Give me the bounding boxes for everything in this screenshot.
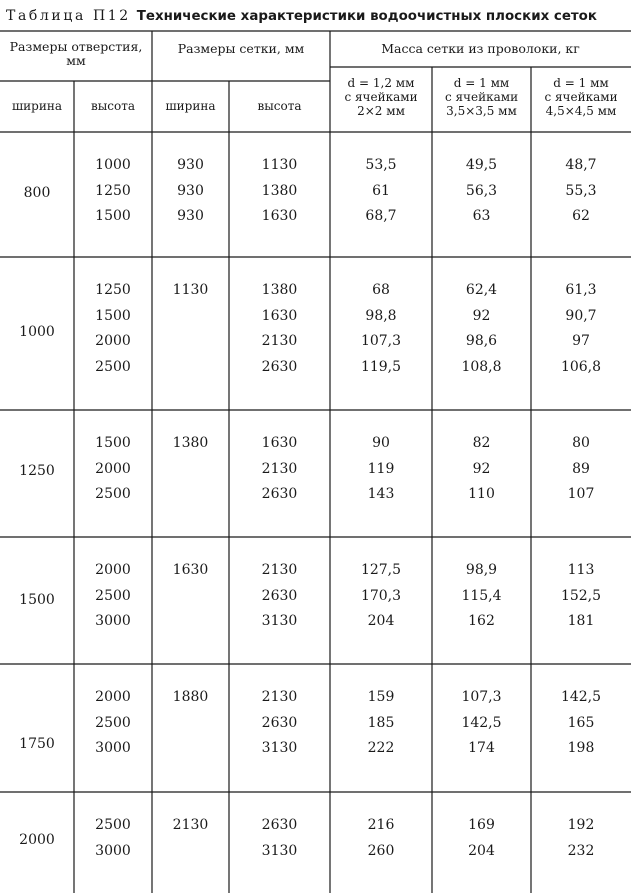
opening-width-cell: 800 xyxy=(23,185,51,201)
mass-col-a-line3: 2×2 мм xyxy=(357,104,405,118)
mass-c-column xyxy=(531,153,631,230)
mass-c-cell: 106,8 xyxy=(560,359,602,376)
mass-c-column xyxy=(531,431,631,508)
mass-a-cell: 68,7 xyxy=(365,208,397,225)
opening-width-cell: 2000 xyxy=(19,832,55,848)
mass-a-column xyxy=(330,813,432,864)
mass-col-c-line2: с ячейками xyxy=(544,90,618,104)
grid-height-cell: 1380 xyxy=(261,282,298,298)
grid-width-column xyxy=(152,431,229,457)
mass-b-cell: 63 xyxy=(472,208,491,225)
mass-col-b-line2: с ячейками xyxy=(444,90,519,104)
mass-c-cell: 55,3 xyxy=(565,182,597,199)
mass-col-b-line3: 3,5×3,5 мм xyxy=(446,104,517,118)
opening-height-cell: 1500 xyxy=(95,307,131,324)
grid-height-cell: 3130 xyxy=(261,613,298,630)
opening-height-cell: 2500 xyxy=(95,587,131,604)
grid-width-cell: 930 xyxy=(177,208,204,225)
mass-c-column xyxy=(531,813,631,864)
mass-a-cell: 119,5 xyxy=(360,359,402,376)
mass-col-b-line1: d = 1 мм xyxy=(453,76,510,90)
mass-c-cell: 90,7 xyxy=(565,307,597,324)
opening-height-column xyxy=(74,153,152,230)
mass-b-cell: 98,6 xyxy=(465,333,498,350)
mass-a-cell: 61 xyxy=(372,182,390,199)
grid-height-cell: 2630 xyxy=(261,714,298,731)
grid-height-column xyxy=(229,558,330,635)
opening-width-cell: 1250 xyxy=(19,463,55,479)
mass-b-cell: 92 xyxy=(472,307,491,324)
mass-c-cell: 165 xyxy=(567,714,595,731)
grid-width-cell: 1630 xyxy=(172,562,209,578)
mass-b-cell: 142,5 xyxy=(461,714,502,731)
grid-width-cell: 1880 xyxy=(172,689,209,705)
header-mass-col-b xyxy=(432,76,531,118)
mass-b-cell: 162 xyxy=(468,613,495,630)
mass-a-cell: 185 xyxy=(367,714,395,731)
opening-height-cell: 2500 xyxy=(95,817,131,833)
grid-width-column xyxy=(152,685,229,711)
opening-height-cell: 3000 xyxy=(95,613,131,630)
mass-c-cell: 198 xyxy=(567,740,595,757)
grid-height-cell: 2130 xyxy=(261,689,298,705)
mass-b-column xyxy=(432,278,531,381)
mass-a-cell: 222 xyxy=(367,740,395,757)
opening-height-cell: 2000 xyxy=(95,689,131,705)
grid-height-cell: 2130 xyxy=(261,460,298,477)
mass-b-column xyxy=(432,685,531,762)
grid-height-column xyxy=(229,153,330,230)
opening-height-cell: 1250 xyxy=(95,182,131,199)
mass-col-a-line2: с ячейками xyxy=(344,90,418,104)
header-mass-col-c xyxy=(531,76,631,118)
opening-height-cell: 2500 xyxy=(95,714,131,731)
mass-a-cell: 260 xyxy=(367,842,395,859)
mass-c-cell: 232 xyxy=(567,842,595,859)
mass-b-cell: 62,4 xyxy=(465,282,498,298)
mass-c-cell: 152,5 xyxy=(560,587,602,604)
mass-b-cell: 82 xyxy=(472,435,491,451)
mass-a-cell: 98,8 xyxy=(365,307,397,324)
mass-a-cell: 119 xyxy=(367,460,395,477)
mass-c-cell: 142,5 xyxy=(560,689,602,705)
grid-height-cell: 1630 xyxy=(261,435,298,451)
mass-c-cell: 107 xyxy=(567,486,595,503)
header-mass-col-a xyxy=(330,76,432,118)
mass-b-cell: 107,3 xyxy=(461,689,502,705)
grid-width-cell: 2130 xyxy=(172,817,209,833)
opening-height-cell: 1500 xyxy=(95,208,131,225)
opening-height-column xyxy=(74,278,152,381)
mass-a-column xyxy=(330,153,432,230)
opening-width-cell: 1000 xyxy=(19,324,55,340)
header-opening: Размеры отверстия, мм xyxy=(9,39,143,68)
mass-c-cell: 181 xyxy=(567,613,595,630)
mass-b-column xyxy=(432,813,531,864)
mass-c-cell: 192 xyxy=(567,817,595,833)
grid-height-column xyxy=(229,278,330,381)
header-opening-width: ширина xyxy=(12,99,62,113)
mass-a-cell: 107,3 xyxy=(360,333,402,350)
grid-height-cell: 1630 xyxy=(261,208,298,225)
mass-a-cell: 127,5 xyxy=(360,562,402,578)
grid-width-cell: 930 xyxy=(177,157,204,173)
grid-height-cell: 3130 xyxy=(261,740,298,757)
mass-c-cell: 62 xyxy=(572,208,590,225)
mass-c-cell: 89 xyxy=(572,460,590,477)
mass-a-column xyxy=(330,685,432,762)
header-grid-height: высота xyxy=(257,99,302,113)
opening-height-cell: 1250 xyxy=(95,282,131,298)
header-mass: Масса сетки из проволоки, кг xyxy=(381,41,580,56)
mass-c-column xyxy=(531,558,631,635)
mass-b-cell: 49,5 xyxy=(465,157,498,173)
mass-col-c-line3: 4,5×4,5 мм xyxy=(545,104,617,118)
mass-b-cell: 110 xyxy=(468,486,495,503)
grid-height-column xyxy=(229,685,330,762)
grid-height-cell: 2630 xyxy=(261,587,298,604)
grid-height-cell: 1380 xyxy=(261,182,298,199)
mass-a-cell: 68 xyxy=(372,282,390,298)
mass-c-cell: 80 xyxy=(572,435,590,451)
grid-width-column xyxy=(152,558,229,584)
opening-height-cell: 2500 xyxy=(95,359,131,376)
opening-height-cell: 2000 xyxy=(95,333,131,350)
header-grid-size: Размеры сетки, мм xyxy=(177,41,305,56)
mass-b-cell: 108,8 xyxy=(461,359,502,376)
mass-a-cell: 170,3 xyxy=(360,587,402,604)
opening-height-cell: 3000 xyxy=(95,740,131,757)
mass-a-column xyxy=(330,278,432,381)
mass-b-column xyxy=(432,153,531,230)
mass-b-cell: 169 xyxy=(468,817,495,833)
header-opening-height: высота xyxy=(90,99,136,113)
grid-height-cell: 2630 xyxy=(261,359,298,376)
mass-c-cell: 113 xyxy=(567,562,595,578)
mass-a-column xyxy=(330,431,432,508)
mass-b-cell: 174 xyxy=(468,740,495,757)
opening-height-cell: 3000 xyxy=(95,842,131,859)
opening-height-cell: 2500 xyxy=(95,486,131,503)
opening-width-cell: 1750 xyxy=(19,736,55,752)
grid-height-cell: 2630 xyxy=(261,817,298,833)
grid-height-column xyxy=(229,813,330,864)
grid-width-column xyxy=(152,278,229,304)
mass-col-c-line1: d = 1 мм xyxy=(553,76,609,90)
mass-a-cell: 90 xyxy=(372,435,390,451)
mass-a-column xyxy=(330,558,432,635)
mass-a-cell: 216 xyxy=(367,817,395,833)
grid-height-cell: 3130 xyxy=(261,842,298,859)
table-number: Таблица П12 xyxy=(6,8,131,24)
mass-col-a-line1: d = 1,2 мм xyxy=(347,76,415,90)
mass-c-cell: 61,3 xyxy=(565,282,597,298)
mass-c-cell: 48,7 xyxy=(565,157,597,173)
header-grid-width: ширина xyxy=(165,99,216,113)
opening-height-cell: 1500 xyxy=(95,435,131,451)
grid-width-column xyxy=(152,813,229,839)
mass-b-cell: 56,3 xyxy=(465,182,498,199)
opening-height-column xyxy=(74,685,152,762)
mass-a-cell: 159 xyxy=(367,689,395,705)
grid-width-column xyxy=(152,153,229,230)
opening-height-cell: 2000 xyxy=(95,562,131,578)
mass-b-cell: 98,9 xyxy=(465,562,498,578)
grid-height-cell: 2630 xyxy=(261,486,298,503)
opening-height-cell: 1000 xyxy=(95,157,131,173)
opening-height-column xyxy=(74,431,152,508)
mass-c-column xyxy=(531,685,631,762)
grid-height-cell: 1630 xyxy=(261,307,298,324)
opening-height-column xyxy=(74,558,152,635)
opening-height-column xyxy=(74,813,152,864)
grid-height-cell: 1130 xyxy=(261,157,298,173)
mass-b-cell: 204 xyxy=(468,842,495,859)
mass-a-cell: 204 xyxy=(367,613,395,630)
mass-c-cell: 97 xyxy=(572,333,590,350)
grid-width-cell: 930 xyxy=(177,182,204,199)
grid-width-cell: 1380 xyxy=(172,435,209,451)
grid-height-column xyxy=(229,431,330,508)
grid-height-cell: 2130 xyxy=(261,562,298,578)
mass-c-column xyxy=(531,278,631,381)
mass-a-cell: 143 xyxy=(367,486,395,503)
table-title: Технические характеристики водоочистных плоских сеток xyxy=(136,9,597,24)
mass-a-cell: 53,5 xyxy=(365,157,397,173)
mass-b-cell: 115,4 xyxy=(461,587,502,604)
opening-height-cell: 2000 xyxy=(95,460,131,477)
opening-width-cell: 1500 xyxy=(19,592,55,608)
mass-b-column xyxy=(432,558,531,635)
mass-b-cell: 92 xyxy=(472,460,491,477)
grid-height-cell: 2130 xyxy=(261,333,298,350)
mass-b-column xyxy=(432,431,531,508)
grid-width-cell: 1130 xyxy=(172,282,209,298)
